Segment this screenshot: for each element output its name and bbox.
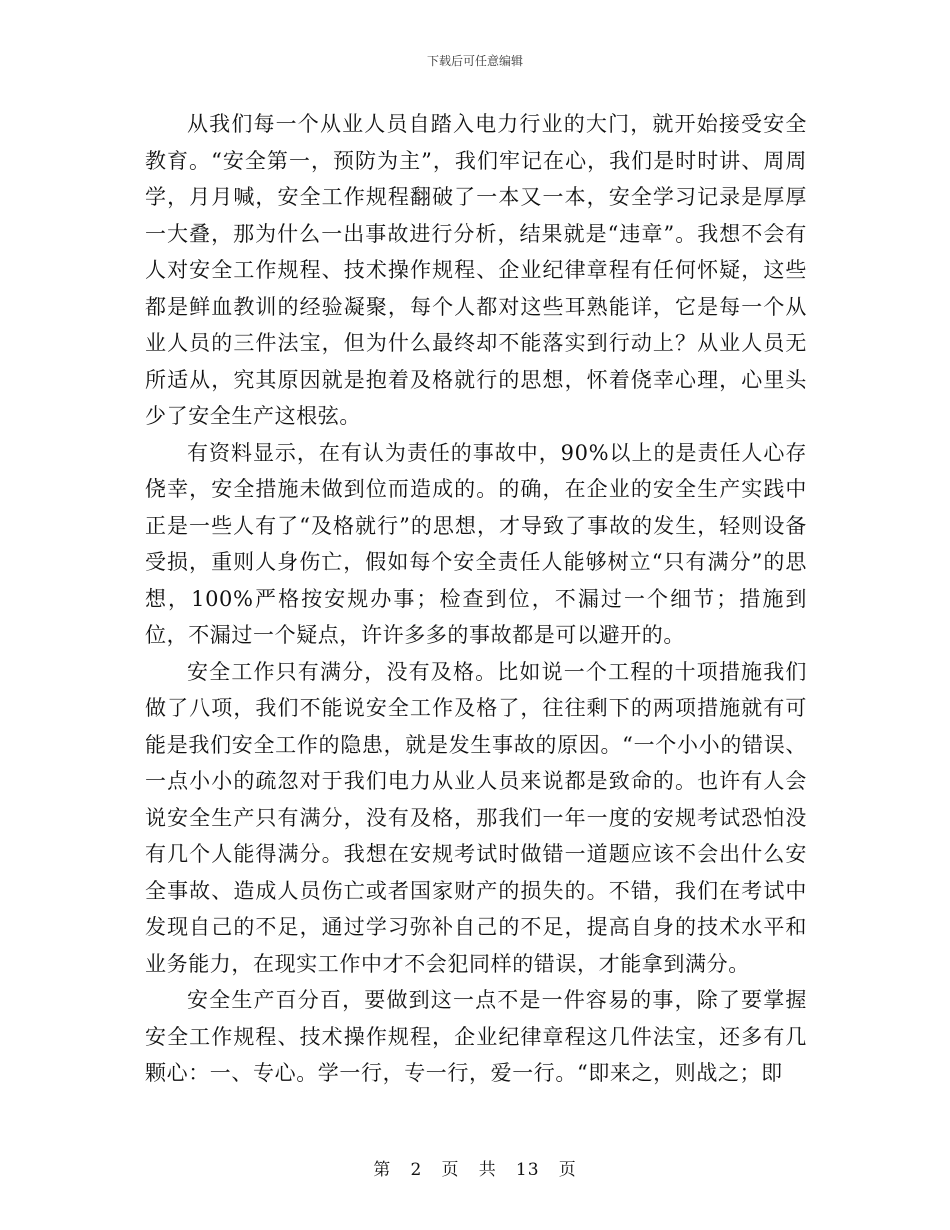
paragraph-2: 有资料显示，在有认为责任的事故中，90%以上的是责任人心存侥幸，安全措施未做到位而造成的。的确，在企业的安全生产实践中正是一些人有了“及格就行”的思想，才导致了事故的发生，轻则设备受损，重则人身伤亡，假如每个安全责任人能够树立“只有满分”的思想，100%严格按安规办事；检查到位，不漏过一个细节；措施到位，不漏过一个疑点，许许多多的事故都是可以避开的。 bbox=[145, 440, 807, 647]
page-header: 下载后可任意编辑 bbox=[426, 54, 523, 68]
footer-label-total: 共 bbox=[478, 1160, 497, 1180]
footer-label-page: 第 bbox=[373, 1160, 392, 1180]
paragraph-4: 安全生产百分百，要做到这一点不是一件容易的事，除了要掌握安全工作规程、技术操作规程，企业纪律章程这几件法宝，还多有几颗心：一、专心。学一行，专一行，爱一行。“即来之，则战之；即 bbox=[145, 988, 807, 1085]
page-footer bbox=[0, 1155, 950, 1180]
footer-label-unit: 页 bbox=[441, 1160, 460, 1180]
paragraph-3: 安全工作只有满分，没有及格。比如说一个工程的十项措施我们做了八项，我们不能说安全工作及格了，往往剩下的两项措施就有可能是我们安全工作的隐患，就是发生事故的原因。“一个小小的错误、一点小小的疏忽对于我们电力从业人员来说都是致命的。也许有人会说安全生产只有满分，没有及格，那我们一年一度的安规考试恐怕没有几个人能得满分。我想在安规考试时做错一道题应该不会出什么安全事故、造成人员伤亡或者国家财产的损失的。不错，我们在考试中发现自己的不足，通过学习弥补自己的不足，提高自身的技术水平和业务能力，在现实工作中才不会犯同样的错误，才能拿到满分。 bbox=[145, 659, 807, 976]
paragraph-1: 从我们每一个从业人员自踏入电力行业的大门，就开始接受安全教育。“安全第一，预防为主”，我们牢记在心，我们是时时讲、周周学，月月喊，安全工作规程翻破了一本又一本，安全学习记录是厚厚一大叠，那为什么一出事故进行分析，结果就是“违章”。我想不会有人对安全工作规程、技术操作规程、企业纪律章程有任何怀疑，这些都是鲜血教训的经验凝聚，每个人都对这些耳熟能详，它是每一个从业人员的三件法宝，但为什么最终却不能落实到行动上？从业人员无所适从，究其原因就是抱着及格就行的思想，怀着侥幸心理，心里头少了安全生产这根弦。 bbox=[145, 112, 807, 428]
document-body bbox=[145, 106, 807, 1092]
footer-label-unit-end: 页 bbox=[558, 1160, 577, 1180]
total-pages: 13 bbox=[515, 1160, 540, 1180]
page-number: 2 bbox=[410, 1160, 423, 1180]
